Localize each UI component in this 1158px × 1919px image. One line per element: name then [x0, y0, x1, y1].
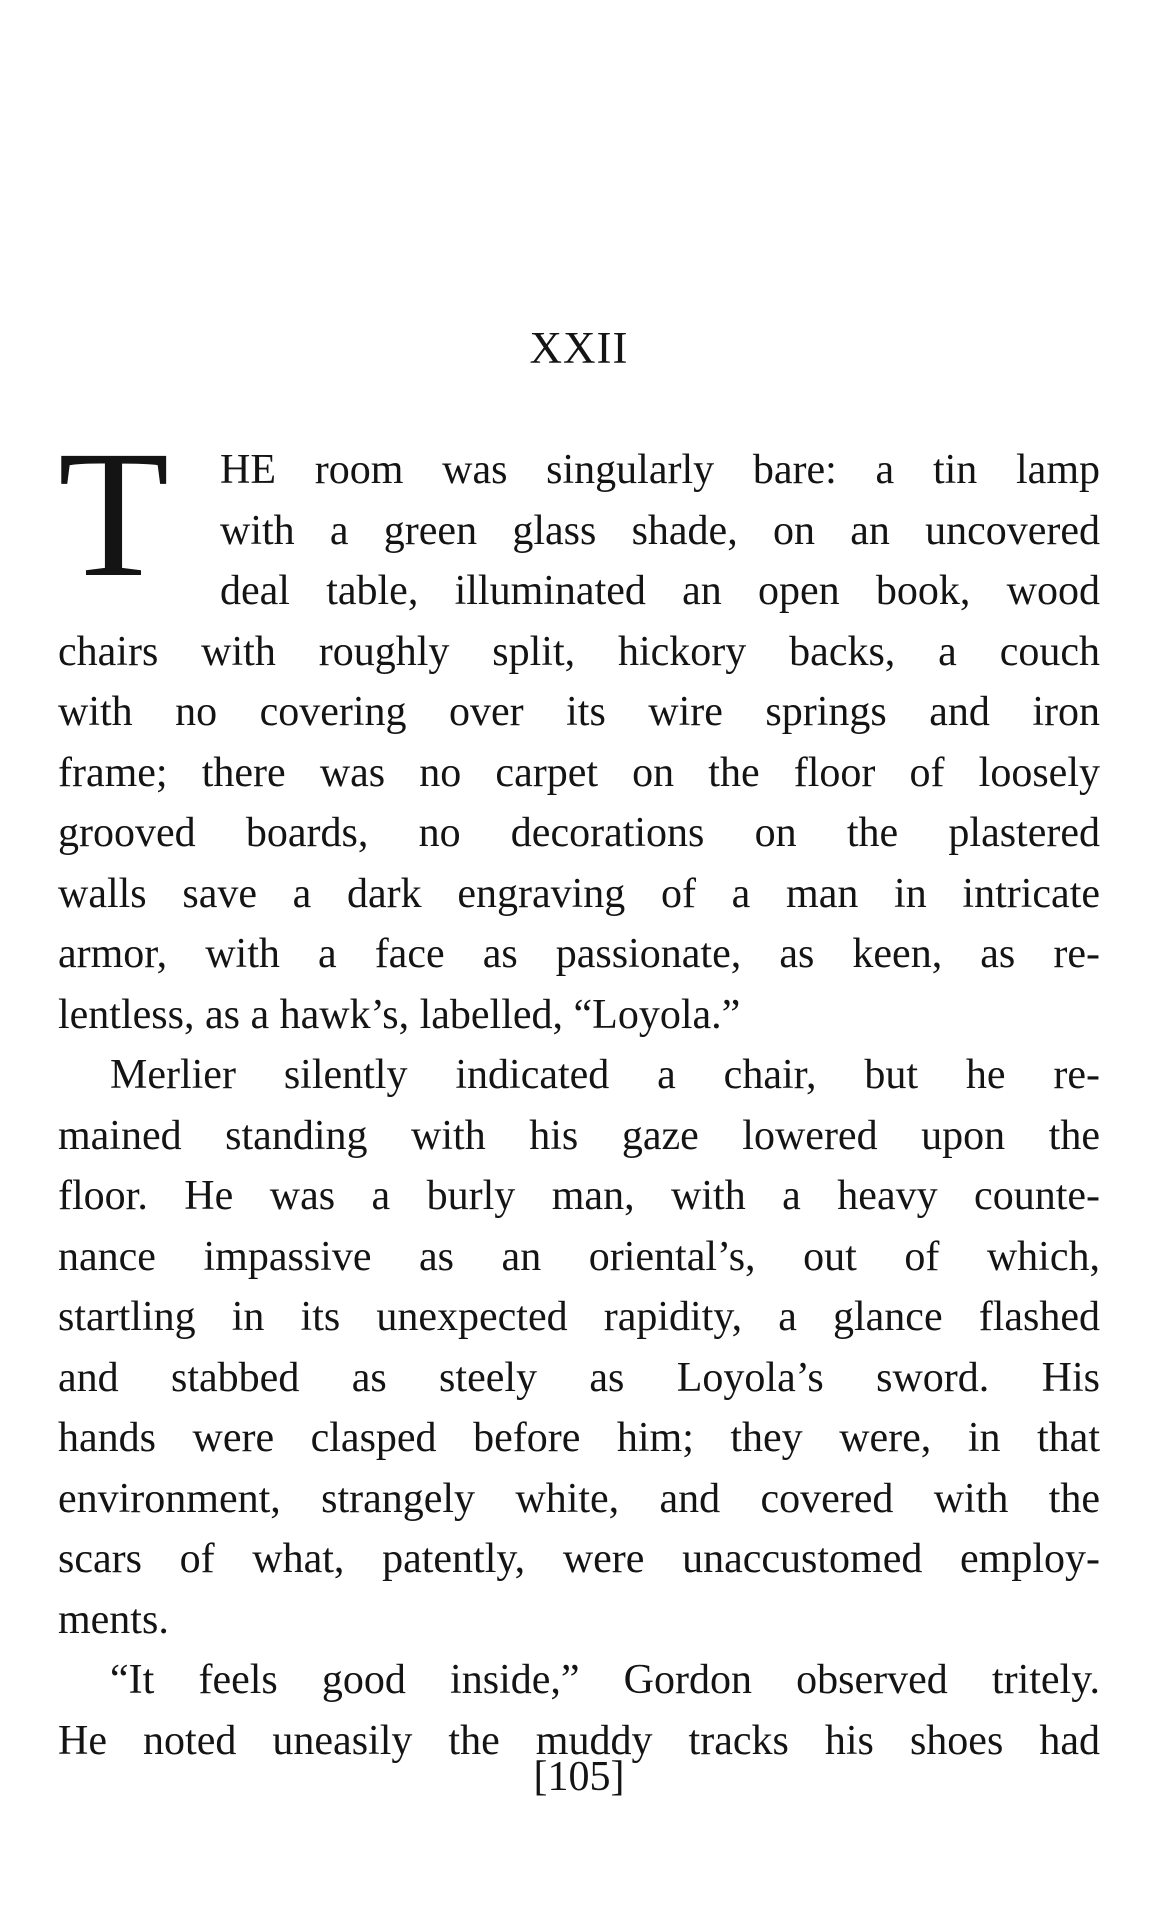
- text-line: HE room was singularly bare: a tin lamp: [220, 447, 1100, 493]
- text-line: frame; there was no carpet on the floor of loosely: [58, 749, 1100, 796]
- text-line: mained standing with his gaze lowered upon the: [58, 1112, 1100, 1159]
- text-line: nance impassive as an oriental’s, out of which,: [58, 1233, 1100, 1280]
- text-line: floor. He was a burly man, with a heavy counte-: [58, 1173, 1100, 1219]
- chapter-heading: XXII: [529, 323, 629, 373]
- text-line: armor, with a face as passionate, as keen, as re-: [58, 931, 1100, 977]
- text-line: grooved boards, no decorations on the plastered: [58, 810, 1100, 856]
- text-line: environment, strangely white, and covered with the: [58, 1475, 1100, 1522]
- text-line: with a green glass shade, on an uncovered: [220, 507, 1100, 554]
- text-line: scars of what, patently, were unaccustomed employ-: [58, 1536, 1100, 1582]
- text-line: with no covering over its wire springs and iron: [58, 689, 1100, 735]
- drop-cap: T: [58, 414, 170, 615]
- text-line: walls save a dark engraving of a man in intricate: [58, 870, 1100, 917]
- text-line: chairs with roughly split, hickory backs, a couch: [58, 628, 1100, 675]
- text-line: lentless, as a hawk’s, labelled, “Loyola.”: [58, 991, 741, 1038]
- text-line: “It feels good inside,” Gordon observed tritely.: [110, 1657, 1100, 1703]
- text-line: He noted uneasily the muddy tracks his shoes had: [58, 1717, 1100, 1764]
- text-line: deal table, illuminated an open book, wood: [220, 568, 1100, 614]
- page-number: [105]: [533, 1754, 625, 1800]
- text-line: and stabbed as steely as Loyola’s sword. His: [58, 1354, 1100, 1401]
- text-line: hands were clasped before him; they were, in that: [58, 1415, 1100, 1461]
- text-line: ments.: [58, 1596, 169, 1643]
- text-line: Merlier silently indicated a chair, but he re-: [110, 1052, 1100, 1098]
- body-text: [58, 414, 1100, 1771]
- text-line: startling in its unexpected rapidity, a glance flashed: [58, 1294, 1100, 1340]
